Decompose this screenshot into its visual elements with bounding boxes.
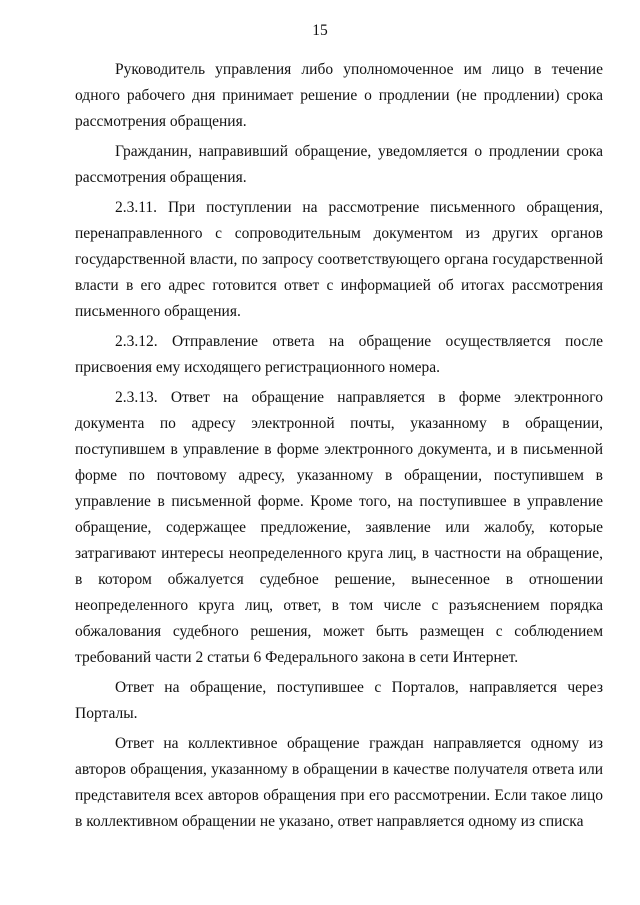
paragraph: Руководитель управления либо уполномоченное им лицо в течение одного рабочего дня принимает решение о продлении (не продлении) срока рассмотрения обращения.: [75, 61, 603, 130]
paragraph: Ответ на обращение, поступившее с Порталов, направляется через Порталы.: [75, 679, 603, 722]
paragraph: 2.3.11. При поступлении на рассмотрение письменного обращения, перенаправленного с сопроводительным документом из других органов государственной власти, по запросу соответствующего органа государственной власти в его адрес готовится ответ с информацией об итогах рассмотрения письменного обращения.: [75, 199, 603, 320]
paragraph: 2.3.13. Ответ на обращение направляется в форме электронного документа по адресу электронной почты, указанному в обращении, поступившем в управление в форме электронного документа, и в письменной форме по почтовому адресу, указанному в обращении, поступившем в управление в письменной форме. Кроме того, на поступившее в управление обращение, содержащее предложение, заявление или жалобу, которые затрагивают интересы неопределенного круга лиц, в частности на обращение, в котором обжалуется судебное решение, вынесенное в отношении неопределенного круга лиц, ответ, в том числе с разъяснением порядка обжалования судебного решения, может быть размещен с соблюдением требований части 2 статьи 6 Федерального закона в сети Интернет.: [75, 389, 603, 666]
document-body: [75, 57, 603, 839]
paragraph: 2.3.12. Отправление ответа на обращение осуществляется после присвоения ему исходящего регистрационного номера.: [75, 333, 603, 376]
paragraph: Гражданин, направивший обращение, уведомляется о продлении срока рассмотрения обращения.: [75, 143, 603, 186]
page-number: 15: [312, 22, 328, 39]
paragraph: Ответ на коллективное обращение граждан направляется одному из авторов обращения, указанному в обращении в качестве получателя ответа или представителя всех авторов обращения при его рассмотрении. Если такое лицо в коллективном обращении не указано, ответ направляется одному из списка: [75, 735, 603, 830]
